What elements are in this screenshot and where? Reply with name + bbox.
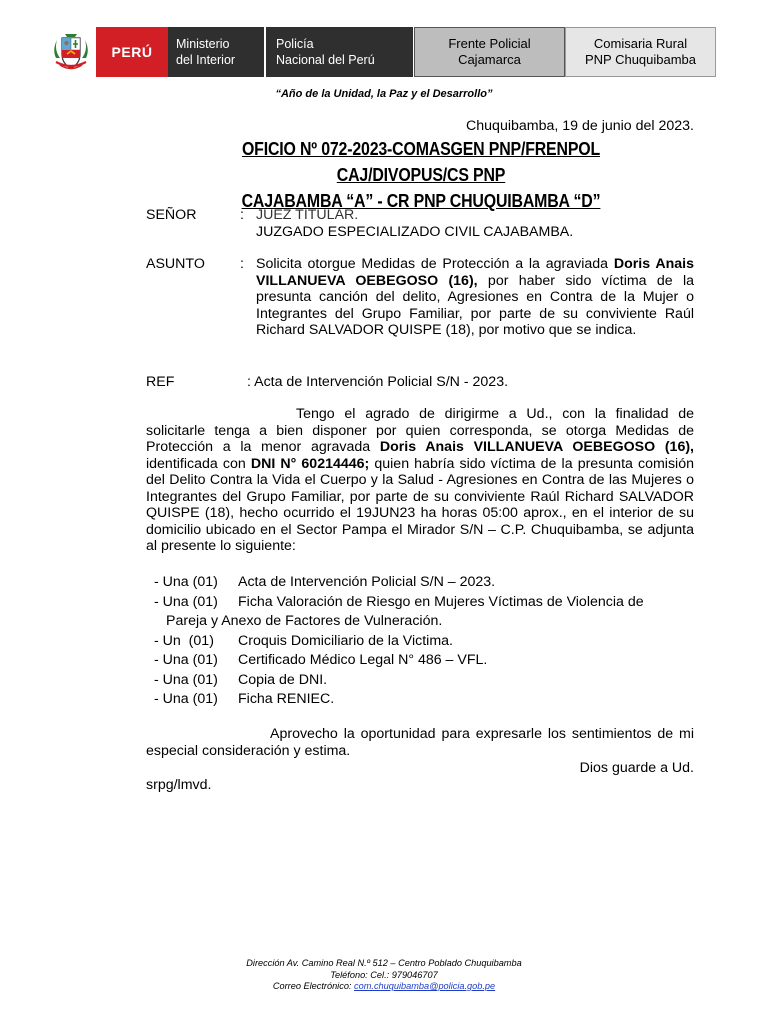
addressee-line2: JUZGADO ESPECIALIZADO CIVIL CAJABAMBA.	[256, 224, 574, 240]
attachment-qty: - Una (01)	[154, 593, 218, 610]
police-line1: Policía	[276, 37, 314, 51]
attachment-qty: - Una (01)	[154, 691, 218, 707]
body-dni: DNI N° 60214446;	[250, 455, 370, 472]
closing-paragraph	[146, 726, 694, 759]
body-text-c: quien habría sido víctima de la presunta comisión del Delito Contra la Vida el Cuerpo y la Salud - Agresiones en Contra de las Mujeres o Integrantes del Grupo Familiar, por parte de su conviviente Raúl Richard SALVADOR QUISPE (18), hecho ocurrido el 19JUN23 ha horas 05:00 aprox., en el interior de su domicilio ubicado en el Sector Pampa el Mirador S/N – C.P. Chuquibamba, se adjunta al presente lo siguiente:	[146, 455, 694, 554]
ministry-line1: Ministerio	[176, 37, 230, 51]
unit1-line2: Cajamarca	[458, 52, 521, 67]
body-text-b: identificada con	[146, 455, 251, 472]
unit2-line1: Comisaria Rural	[593, 36, 688, 51]
unit-frente-policial	[414, 27, 565, 77]
closing-text: Aprovecho la oportunidad para expresarle los sentimientos de mi especial consideración y estima.	[146, 726, 694, 759]
ministry-line2: del Interior	[176, 53, 236, 67]
title-line1: OFICIO Nº 072-2023-COMASGEN PNP/FRENPOL CAJ/DIVOPUS/CS PNP	[241, 138, 601, 185]
reference-text: : Acta de Intervención Policial S/N - 2023.	[247, 374, 509, 390]
unit1-line1: Frente Policial	[448, 36, 531, 51]
date-line: Chuquibamba, 19 de junio del 2023.	[466, 118, 694, 134]
body-victim-name: Doris Anais VILLANUEVA OEBEGOSO (16),	[379, 439, 695, 455]
footer	[0, 958, 768, 993]
subject-label: ASUNTO	[146, 256, 205, 272]
addressee-colon: :	[240, 207, 244, 223]
subject-colon: :	[240, 256, 244, 272]
reference-label: REF	[146, 374, 175, 390]
footer-phone: Teléfono: Cel.: 979046707	[330, 969, 438, 980]
peru-coat-of-arms-icon	[48, 28, 94, 74]
subject-victim-name: Doris Anais VILLANUEVA OEBEGOSO (16),	[256, 256, 694, 289]
subject-text	[256, 256, 694, 339]
addressee-line1: JUEZ TITULAR.	[256, 207, 359, 223]
unit-comisaria	[565, 27, 716, 77]
attachment-desc: Acta de Intervención Policial S/N – 2023.	[238, 574, 496, 590]
attachment-desc: Croquis Domiciliario de la Victima.	[238, 632, 453, 649]
footer-address: Dirección Av. Camino Real N.º 512 – Centro Poblado Chuquibamba	[246, 958, 522, 968]
document-title	[186, 136, 656, 214]
subject-text-a: Solicita otorgue Medidas de Protección a la agraviada	[256, 256, 614, 272]
footer-email-label: Correo Electrónico:	[272, 981, 355, 991]
attachment-qty: - Una (01)	[154, 574, 218, 590]
attachment-desc: Certificado Médico Legal N° 486 – VFL.	[238, 652, 488, 668]
farewell: Dios guarde a Ud.	[579, 760, 694, 776]
brand-country: PERÚ	[111, 44, 153, 60]
footer-email-line	[0, 981, 768, 993]
main-paragraph	[146, 406, 694, 555]
attachment-desc: Ficha Valoración de Riesgo en Mujeres Víctimas de Violencia de	[238, 593, 644, 610]
attachment-qty: - Un (01)	[154, 632, 214, 649]
subject-text-b: por haber sido víctima de la presunta canción del delito, Agresiones en Contra de la Mujer o Integrantes del Grupo Familiar, por parte de su conviviente Raúl Richard SALVADOR QUISPE (18), por motivo que se indica.	[256, 272, 694, 338]
police-line2: Nacional del Perú	[276, 53, 375, 67]
initials: srpg/lmvd.	[146, 777, 212, 793]
title-line2: CAJABAMBA “A” - CR PNP CHUQUIBAMBA “D”	[241, 190, 601, 211]
brand-policia	[266, 27, 413, 77]
brand-ministerio	[168, 27, 264, 77]
attachment-desc: Ficha RENIEC.	[238, 691, 335, 707]
unit2-line2: PNP Chuquibamba	[584, 52, 697, 67]
body-text-a: Tengo el agrado de dirigirme a Ud., con la finalidad de solicitarle tenga a bien disponer por quien corresponda, se otorga Medidas de Protección a la menor agravada	[146, 406, 694, 455]
attachment-desc: Copia de DNI.	[238, 671, 328, 688]
addressee-label: SEÑOR	[146, 207, 197, 223]
attachments-list	[154, 574, 694, 707]
attachment-desc-continued: Pareja y Anexo de Factores de Vulneración.	[166, 613, 443, 629]
brand-peru	[96, 27, 168, 77]
attachment-qty: - Una (01)	[154, 652, 218, 668]
motto: “Año de la Unidad, la Paz y el Desarrollo”	[275, 88, 493, 100]
footer-email-link[interactable]: com.chuquibamba@policia.gob.pe	[354, 981, 496, 991]
attachment-qty: - Una (01)	[154, 671, 218, 688]
